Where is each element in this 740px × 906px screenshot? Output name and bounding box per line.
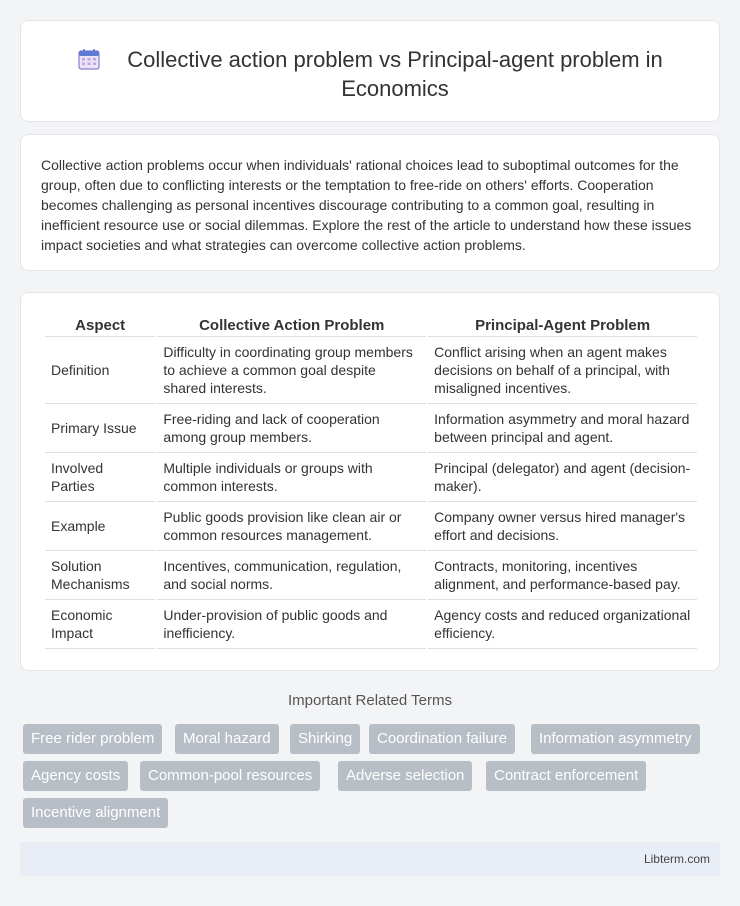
- intro-card: [20, 134, 720, 271]
- row-principal-value: Principal (delegator) and agent (decision-maker).: [428, 453, 697, 502]
- tag-shirking[interactable]: Shirking: [290, 724, 360, 754]
- row-collective-value: Free-riding and lack of cooperation among group members.: [157, 404, 426, 453]
- comparison-card: [20, 292, 720, 671]
- page-title: Collective action problem vs Principal-agent problem in Economics: [127, 47, 663, 101]
- row-collective-value: Difficulty in coordinating group members to achieve a common goal despite shared interests.: [157, 337, 426, 404]
- related-terms-title: Important Related Terms: [288, 692, 452, 709]
- row-aspect: Definition: [45, 337, 155, 404]
- row-principal-value: Company owner versus hired manager's effort and decisions.: [428, 502, 697, 551]
- tag-free-rider-problem[interactable]: Free rider problem: [23, 724, 162, 754]
- tag-moral-hazard[interactable]: Moral hazard: [175, 724, 279, 754]
- row-principal-value: Contracts, monitoring, incentives alignment, and performance-based pay.: [428, 551, 697, 600]
- footer: [20, 842, 720, 876]
- table-row: [45, 551, 697, 600]
- header-collective-action: Collective Action Problem: [157, 315, 426, 337]
- row-aspect: Primary Issue: [45, 404, 155, 453]
- title-card: [20, 20, 720, 122]
- row-aspect: Example: [45, 502, 155, 551]
- comparison-table: [43, 315, 699, 649]
- row-collective-value: Incentives, communication, regulation, and social norms.: [157, 551, 426, 600]
- row-collective-value: Under-provision of public goods and inefficiency.: [157, 600, 426, 649]
- row-collective-value: Public goods provision like clean air or common resources management.: [157, 502, 426, 551]
- table-row: [45, 404, 697, 453]
- row-aspect: Economic Impact: [45, 600, 155, 649]
- footer-site-link[interactable]: Libterm.com: [643, 852, 710, 866]
- tag-agency-costs[interactable]: Agency costs: [23, 761, 128, 791]
- tag-incentive-alignment[interactable]: Incentive alignment: [23, 798, 168, 828]
- row-principal-value: Information asymmetry and moral hazard between principal and agent.: [428, 404, 697, 453]
- header-principal-agent: Principal-Agent Problem: [428, 315, 697, 337]
- intro-paragraph: Collective action problems occur when individuals' rational choices lead to suboptimal outcomes for the group, often due to conflicting interests or the temptation to free-ride on others' efforts. Cooperation becomes challenging as personal incentives discourage contributing to a common goal, resulting in inefficient resource use or social dilemmas. Explore the rest of the article to understand how these issues impact societies and what strategies can overcome collective action problems.: [41, 157, 692, 253]
- header-aspect: Aspect: [45, 315, 155, 337]
- tag-coordination-failure[interactable]: Coordination failure: [369, 724, 515, 754]
- table-header-row: [45, 315, 697, 337]
- tag-common-pool-resources[interactable]: Common-pool resources: [140, 761, 320, 791]
- tag-adverse-selection[interactable]: Adverse selection: [338, 761, 472, 791]
- table-row: [45, 502, 697, 551]
- table-row: [45, 600, 697, 649]
- row-aspect: Solution Mechanisms: [45, 551, 155, 600]
- row-aspect: Involved Parties: [45, 453, 155, 502]
- table-row: [45, 453, 697, 502]
- tag-contract-enforcement[interactable]: Contract enforcement: [486, 761, 646, 791]
- tag-information-asymmetry[interactable]: Information asymmetry: [531, 724, 700, 754]
- table-row: [45, 337, 697, 404]
- row-collective-value: Multiple individuals or groups with common interests.: [157, 453, 426, 502]
- row-principal-value: Agency costs and reduced organizational efficiency.: [428, 600, 697, 649]
- row-principal-value: Conflict arising when an agent makes decisions on behalf of a principal, with misaligned incentives.: [428, 337, 697, 404]
